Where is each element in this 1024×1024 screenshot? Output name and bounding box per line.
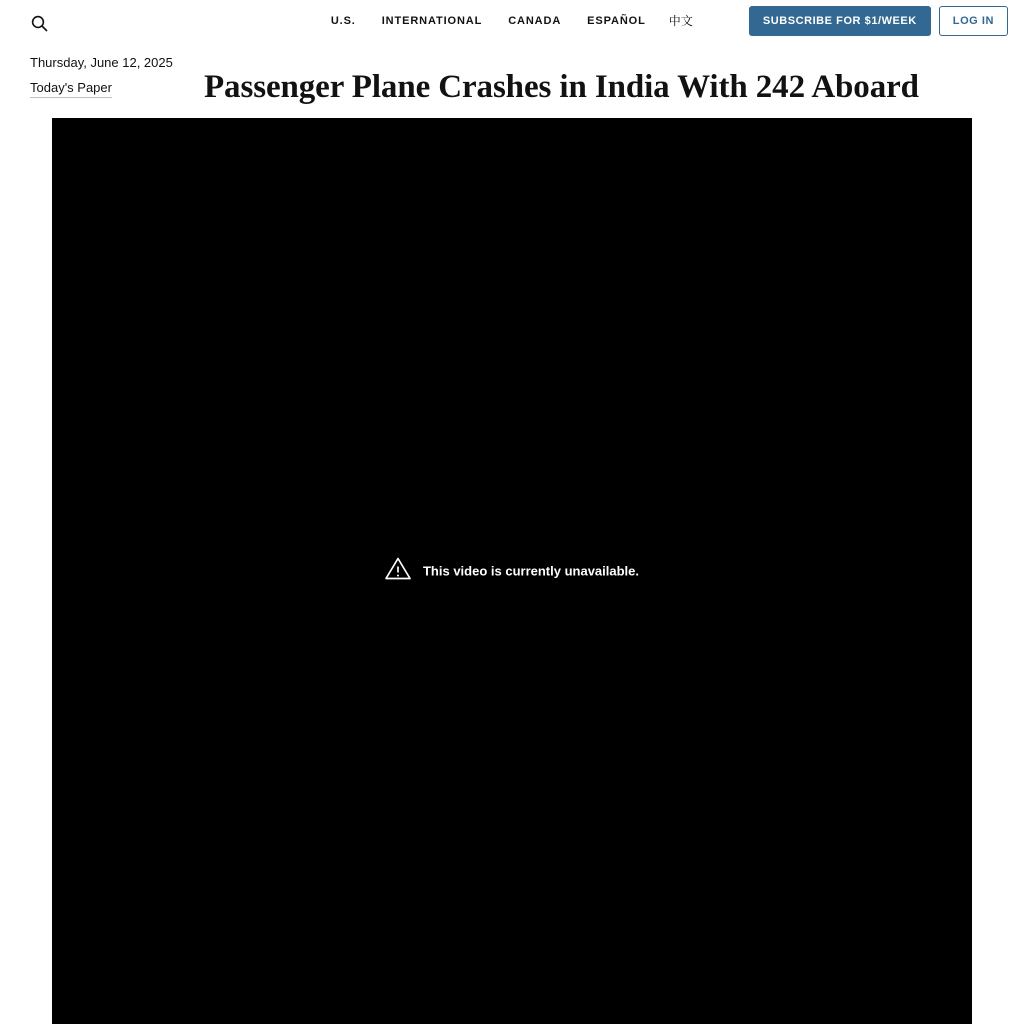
nav-item-us[interactable]: U.S.: [330, 15, 356, 27]
current-date: Thursday, June 12, 2025: [30, 55, 173, 70]
video-error-message: [52, 557, 972, 586]
masthead-meta: [30, 54, 200, 98]
account-actions: [749, 6, 1008, 36]
todays-paper-link[interactable]: Today's Paper: [30, 79, 112, 98]
nav-item-canada[interactable]: CANADA: [508, 15, 562, 27]
login-button[interactable]: LOG IN: [939, 6, 1008, 36]
top-navigation-bar: [0, 0, 1024, 44]
warning-triangle-icon: [385, 557, 411, 586]
video-error-text: This video is currently unavailable.: [422, 563, 640, 578]
video-player[interactable]: [52, 118, 972, 1024]
nav-item-international[interactable]: INTERNATIONAL: [381, 15, 483, 27]
nav-item-chinese[interactable]: 中文: [668, 14, 694, 28]
subscribe-button[interactable]: SUBSCRIBE FOR $1/WEEK: [749, 6, 931, 36]
nav-item-espanol[interactable]: ESPAÑOL: [587, 15, 646, 27]
article-headline: Passenger Plane Crashes in India With 242 Aboard: [204, 69, 919, 105]
